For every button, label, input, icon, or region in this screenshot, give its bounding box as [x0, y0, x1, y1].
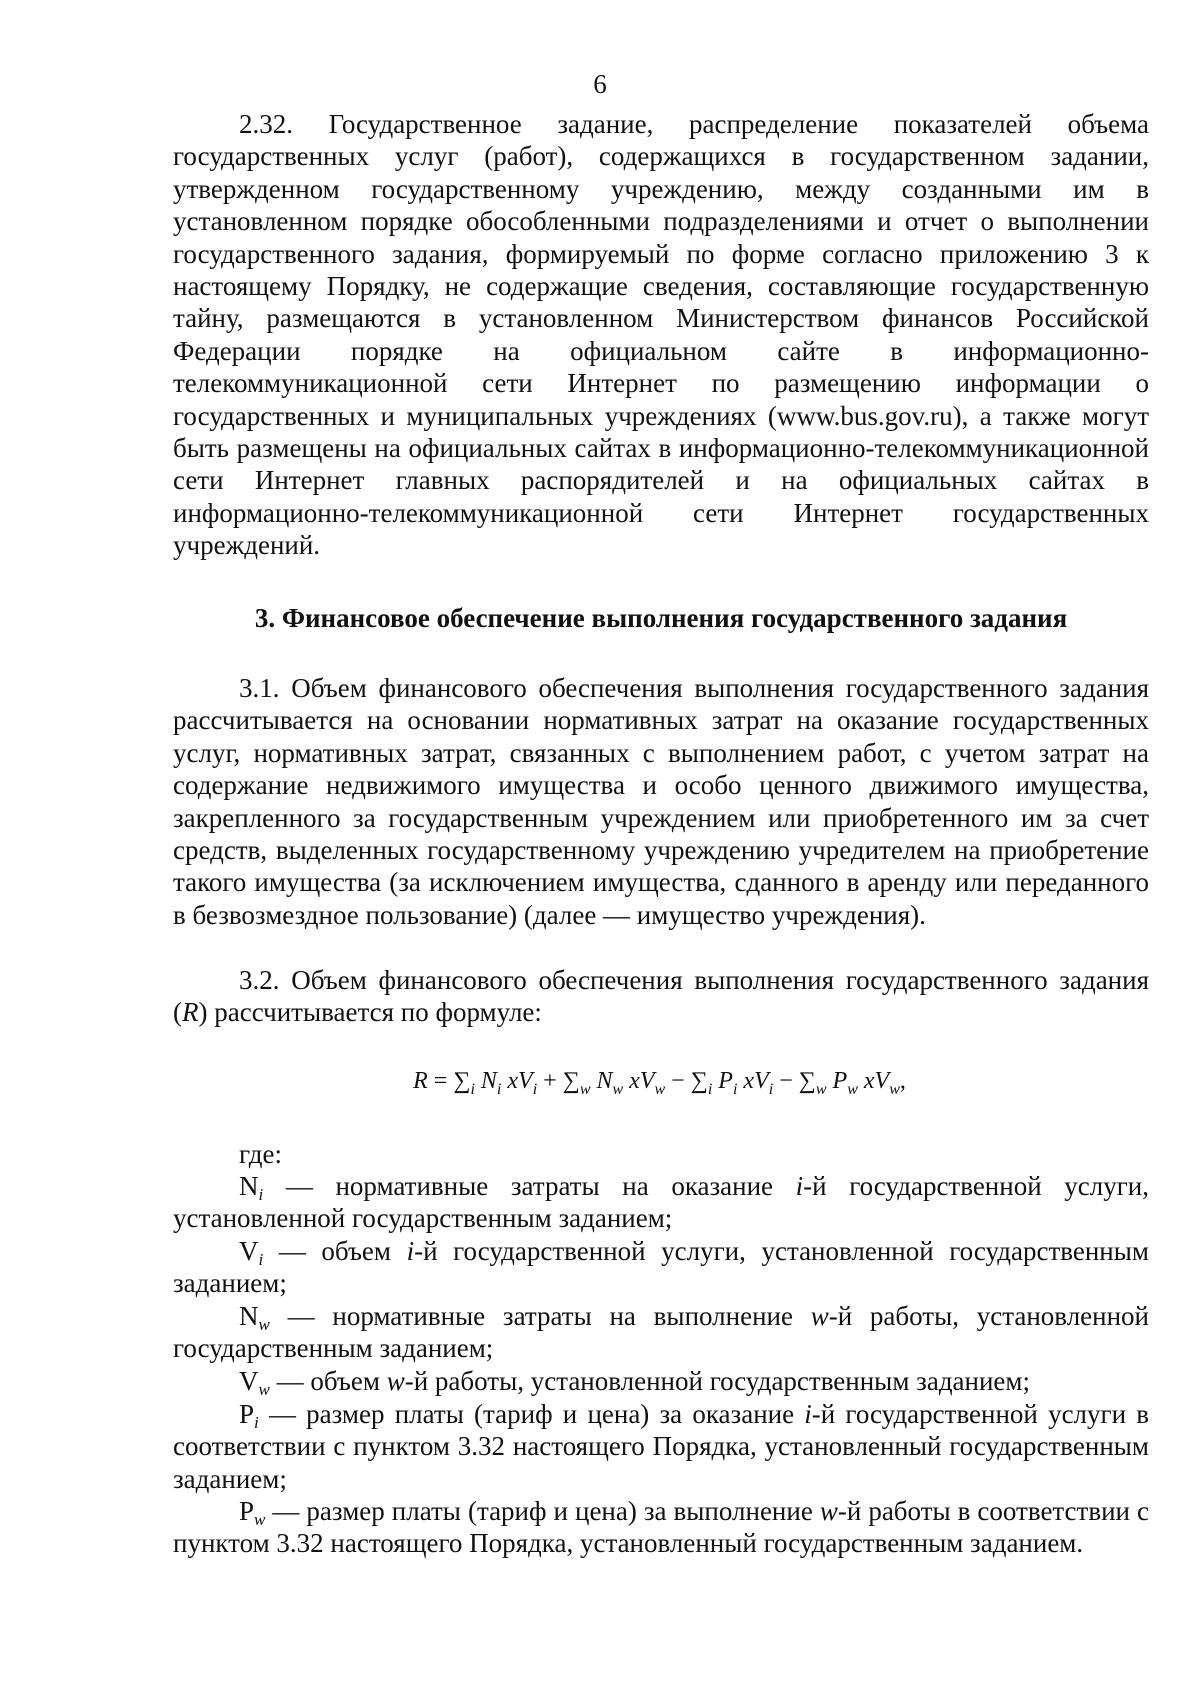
- definition-n-w: $N_w$ — нормативные затраты на выполнение w-й работы, установленной государственным заданием;: [173, 1301, 1149, 1364]
- paragraph-3-1: 3.1. Объем финансового обеспечения выполнения государственного задания рассчитывается на основании нормативных затрат на оказание государственных услуг, нормативных затрат, связанных с выполнением работ, с учетом затрат на содержание недвижимого имущества и особо ценного движимого имущества, закрепленного за государственным учреждением или приобретенного им за счет средств, выделенных государственному учреждению учредителем на приобретение такого имущества (за исключением имущества, сданного в аренду или переданного в безвозмездное пользование) (далее — имущество учреждения).: [173, 673, 1149, 930]
- definition-n-i: $N_i$ — нормативные затраты на оказание i-й государственной услуги, установленной государственным заданием;: [173, 1171, 1149, 1234]
- section-3-heading: 3. Финансовое обеспечение выполнения государственного задания: [254, 603, 1068, 633]
- definition-v-i: $V_i$ — объем i-й государственной услуги, установленной государственным заданием;: [173, 1236, 1149, 1299]
- definition-v-w: $V_w$ — объем w-й работы, установленной государственным заданием;: [239, 1366, 1031, 1399]
- financing-formula: $R = \sum_i$ $N_i$ $xV_i + \sum_w$ $N_w$ $xV_w - \sum_i$ $P_i$ $xV_i - \sum_w$ $P_w$ $xV_w$,: [413, 1068, 906, 1098]
- paragraph-3-2: [173, 964, 1149, 1029]
- paragraph-2-32: 2.32. Государственное задание, распределение показателей объема государственных услуг (работ), содержащихся в государственном задании, утвержденном государственному учреждению, между созданными им в установленном порядке обособленными подразделениями и отчет о выполнении государственного задания, формируемый по форме согласно приложению 3 к настоящему Порядку, не содержащие сведения, составляющие государственную тайну, размещаются в установленном Министерством финансов Российской Федерации порядке на официальном сайте в информационно-телекоммуникационной сети Интернет по размещению информации о государственных и муниципальных учреждениях (www.bus.gov.ru), а также могут быть размещены на официальных сайтах в информационно-телекоммуникационной сети Интернет главных распорядителей и на официальных сайтах в информационно-телекоммуникационной сети Интернет государственных учреждений.: [173, 109, 1149, 561]
- variable-r: R: [182, 997, 199, 1028]
- paragraph-3-2-text-before: 3.2. Объем финансового обеспечения выполнения государственного задания (: [173, 965, 1149, 1028]
- where-label: где:: [239, 1139, 282, 1169]
- definition-p-i: $P_i$ — размер платы (тариф и цена) за оказание i-й государственной услуги в соответствии с пунктом 3.32 настоящего Порядка, установленный государственным заданием;: [173, 1399, 1149, 1494]
- page-number: 6: [593, 69, 607, 99]
- definition-p-w: $P_w$ — размер платы (тариф и цена) за выполнение w-й работы в соответствии с пунктом 3.32 настоящего Порядка, установленный государственным заданием.: [173, 1496, 1149, 1559]
- paragraph-3-2-text-after: ) рассчитывается по формуле:: [198, 997, 542, 1028]
